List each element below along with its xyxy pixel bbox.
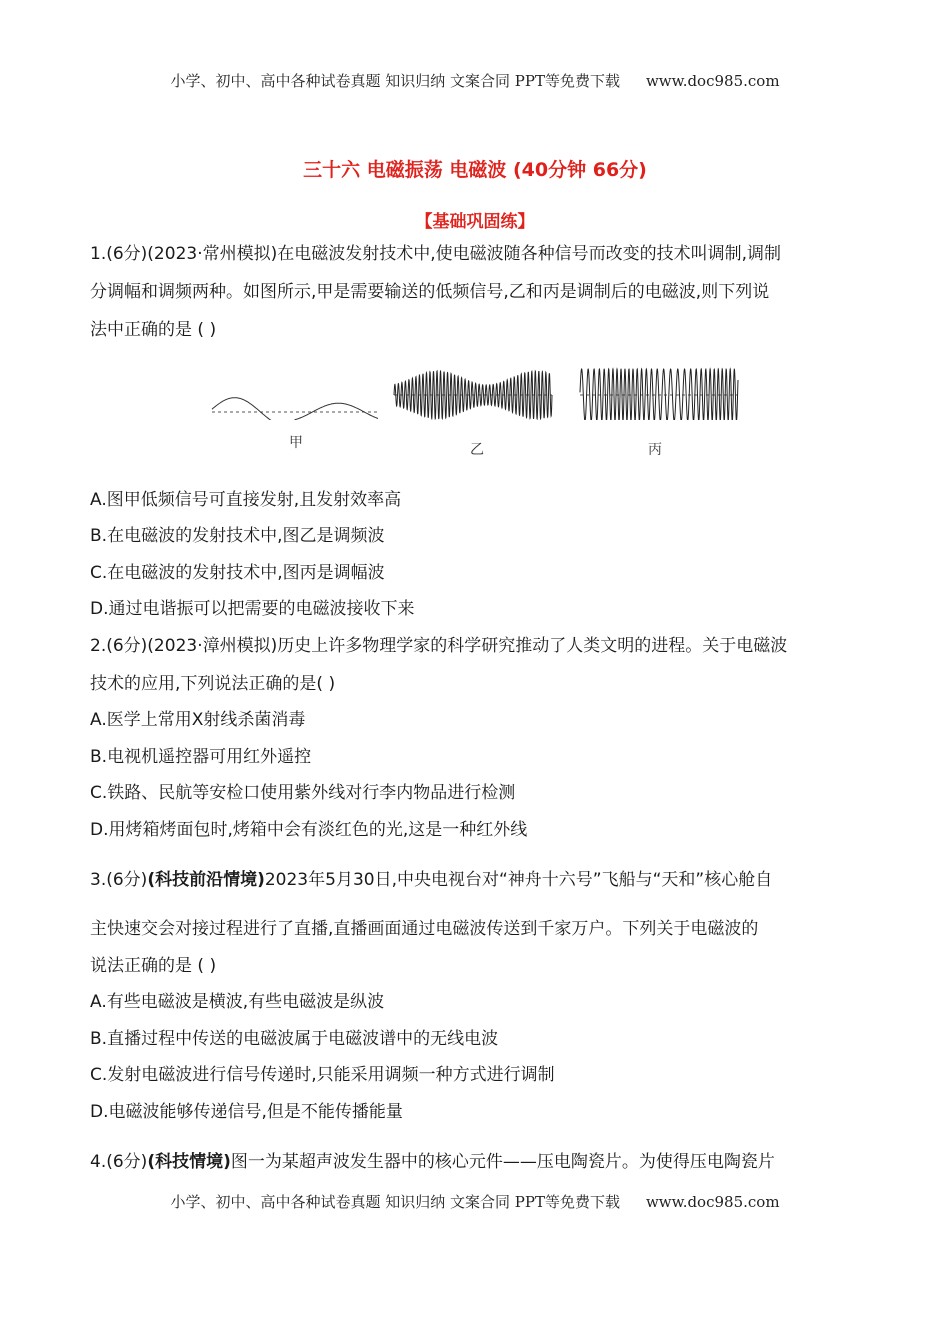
q1-option-c: C.在电磁波的发射技术中,图丙是调幅波 <box>90 563 385 583</box>
header-site: www.doc985.com <box>645 72 780 90</box>
wave-diagrams <box>210 360 750 420</box>
page-footer <box>0 1191 950 1212</box>
q3-line3: 说法正确的是 ( ) <box>90 956 217 976</box>
page-header <box>0 70 950 91</box>
q1-line2: 分调幅和调频两种。如图所示,甲是需要输送的低频信号,乙和丙是调制后的电磁波,则下列说 <box>90 282 770 302</box>
q2-option-d: D.用烤箱烤面包时,烤箱中会有淡红色的光,这是一种红外线 <box>90 820 528 840</box>
label-jia: 甲 <box>289 435 303 451</box>
q3-option-a: A.有些电磁波是横波,有些电磁波是纵波 <box>90 992 385 1012</box>
q3-option-c: C.发射电磁波进行信号传递时,只能采用调频一种方式进行调制 <box>90 1065 555 1085</box>
q4-number: 4.(6分) <box>90 1152 148 1172</box>
q3-line1-rest: 2023年5月30日,中央电视台对“神舟十六号”飞船与“天和”核心舱自 <box>264 870 773 890</box>
q3-option-d: D.电磁波能够传递信号,但是不能传播能量 <box>90 1102 403 1122</box>
label-bing: 丙 <box>648 442 662 458</box>
q1-line1: 1.(6分)(2023·常州模拟)在电磁波发射技术中,使电磁波随各种信号而改变的技术叫调制,调制 <box>90 244 782 264</box>
page-title: 三十六 电磁振荡 电磁波 (40分钟 66分) <box>303 159 647 181</box>
q2-option-c: C.铁路、民航等安检口使用紫外线对行李内物品进行检测 <box>90 783 516 803</box>
section-title: 【基础巩固练】 <box>415 212 535 232</box>
footer-site: www.doc985.com <box>645 1193 780 1211</box>
q3-tag: (科技前沿情境) <box>147 870 265 890</box>
q1-option-d: D.通过电谐振可以把需要的电磁波接收下来 <box>90 599 415 619</box>
q3-number: 3.(6分) <box>90 870 148 890</box>
jia-wave <box>212 398 378 420</box>
q2-option-a: A.医学上常用X射线杀菌消毒 <box>90 710 306 730</box>
label-yi: 乙 <box>470 442 484 458</box>
q4-line1-rest: 图一为某超声波发生器中的核心元件——压电陶瓷片。为使得压电陶瓷片 <box>230 1152 775 1172</box>
q2-option-b: B.电视机遥控器可用红外遥控 <box>90 747 312 767</box>
q4-line1 <box>90 1151 775 1173</box>
footer-text: 小学、初中、高中各种试卷真题 知识归纳 文案合同 PPT等免费下载 <box>170 1193 620 1211</box>
q3-line2: 主快速交会对接过程进行了直播,直播画面通过电磁波传送到千家万户。下列关于电磁波的 <box>90 919 759 939</box>
q1-line3: 法中正确的是 ( ) <box>90 320 217 340</box>
q2-line1: 2.(6分)(2023·漳州模拟)历史上许多物理学家的科学研究推动了人类文明的进程。关于电磁波 <box>90 636 788 656</box>
q1-option-a: A.图甲低频信号可直接发射,且发射效率高 <box>90 490 402 510</box>
q2-line2: 技术的应用,下列说法正确的是( ) <box>90 674 336 694</box>
q3-option-b: B.直播过程中传送的电磁波属于电磁波谱中的无线电波 <box>90 1029 499 1049</box>
q3-line1 <box>90 869 772 891</box>
header-text: 小学、初中、高中各种试卷真题 知识归纳 文案合同 PPT等免费下载 <box>170 72 620 90</box>
q1-option-b: B.在电磁波的发射技术中,图乙是调频波 <box>90 526 385 546</box>
q4-tag: (科技情境) <box>147 1152 231 1172</box>
